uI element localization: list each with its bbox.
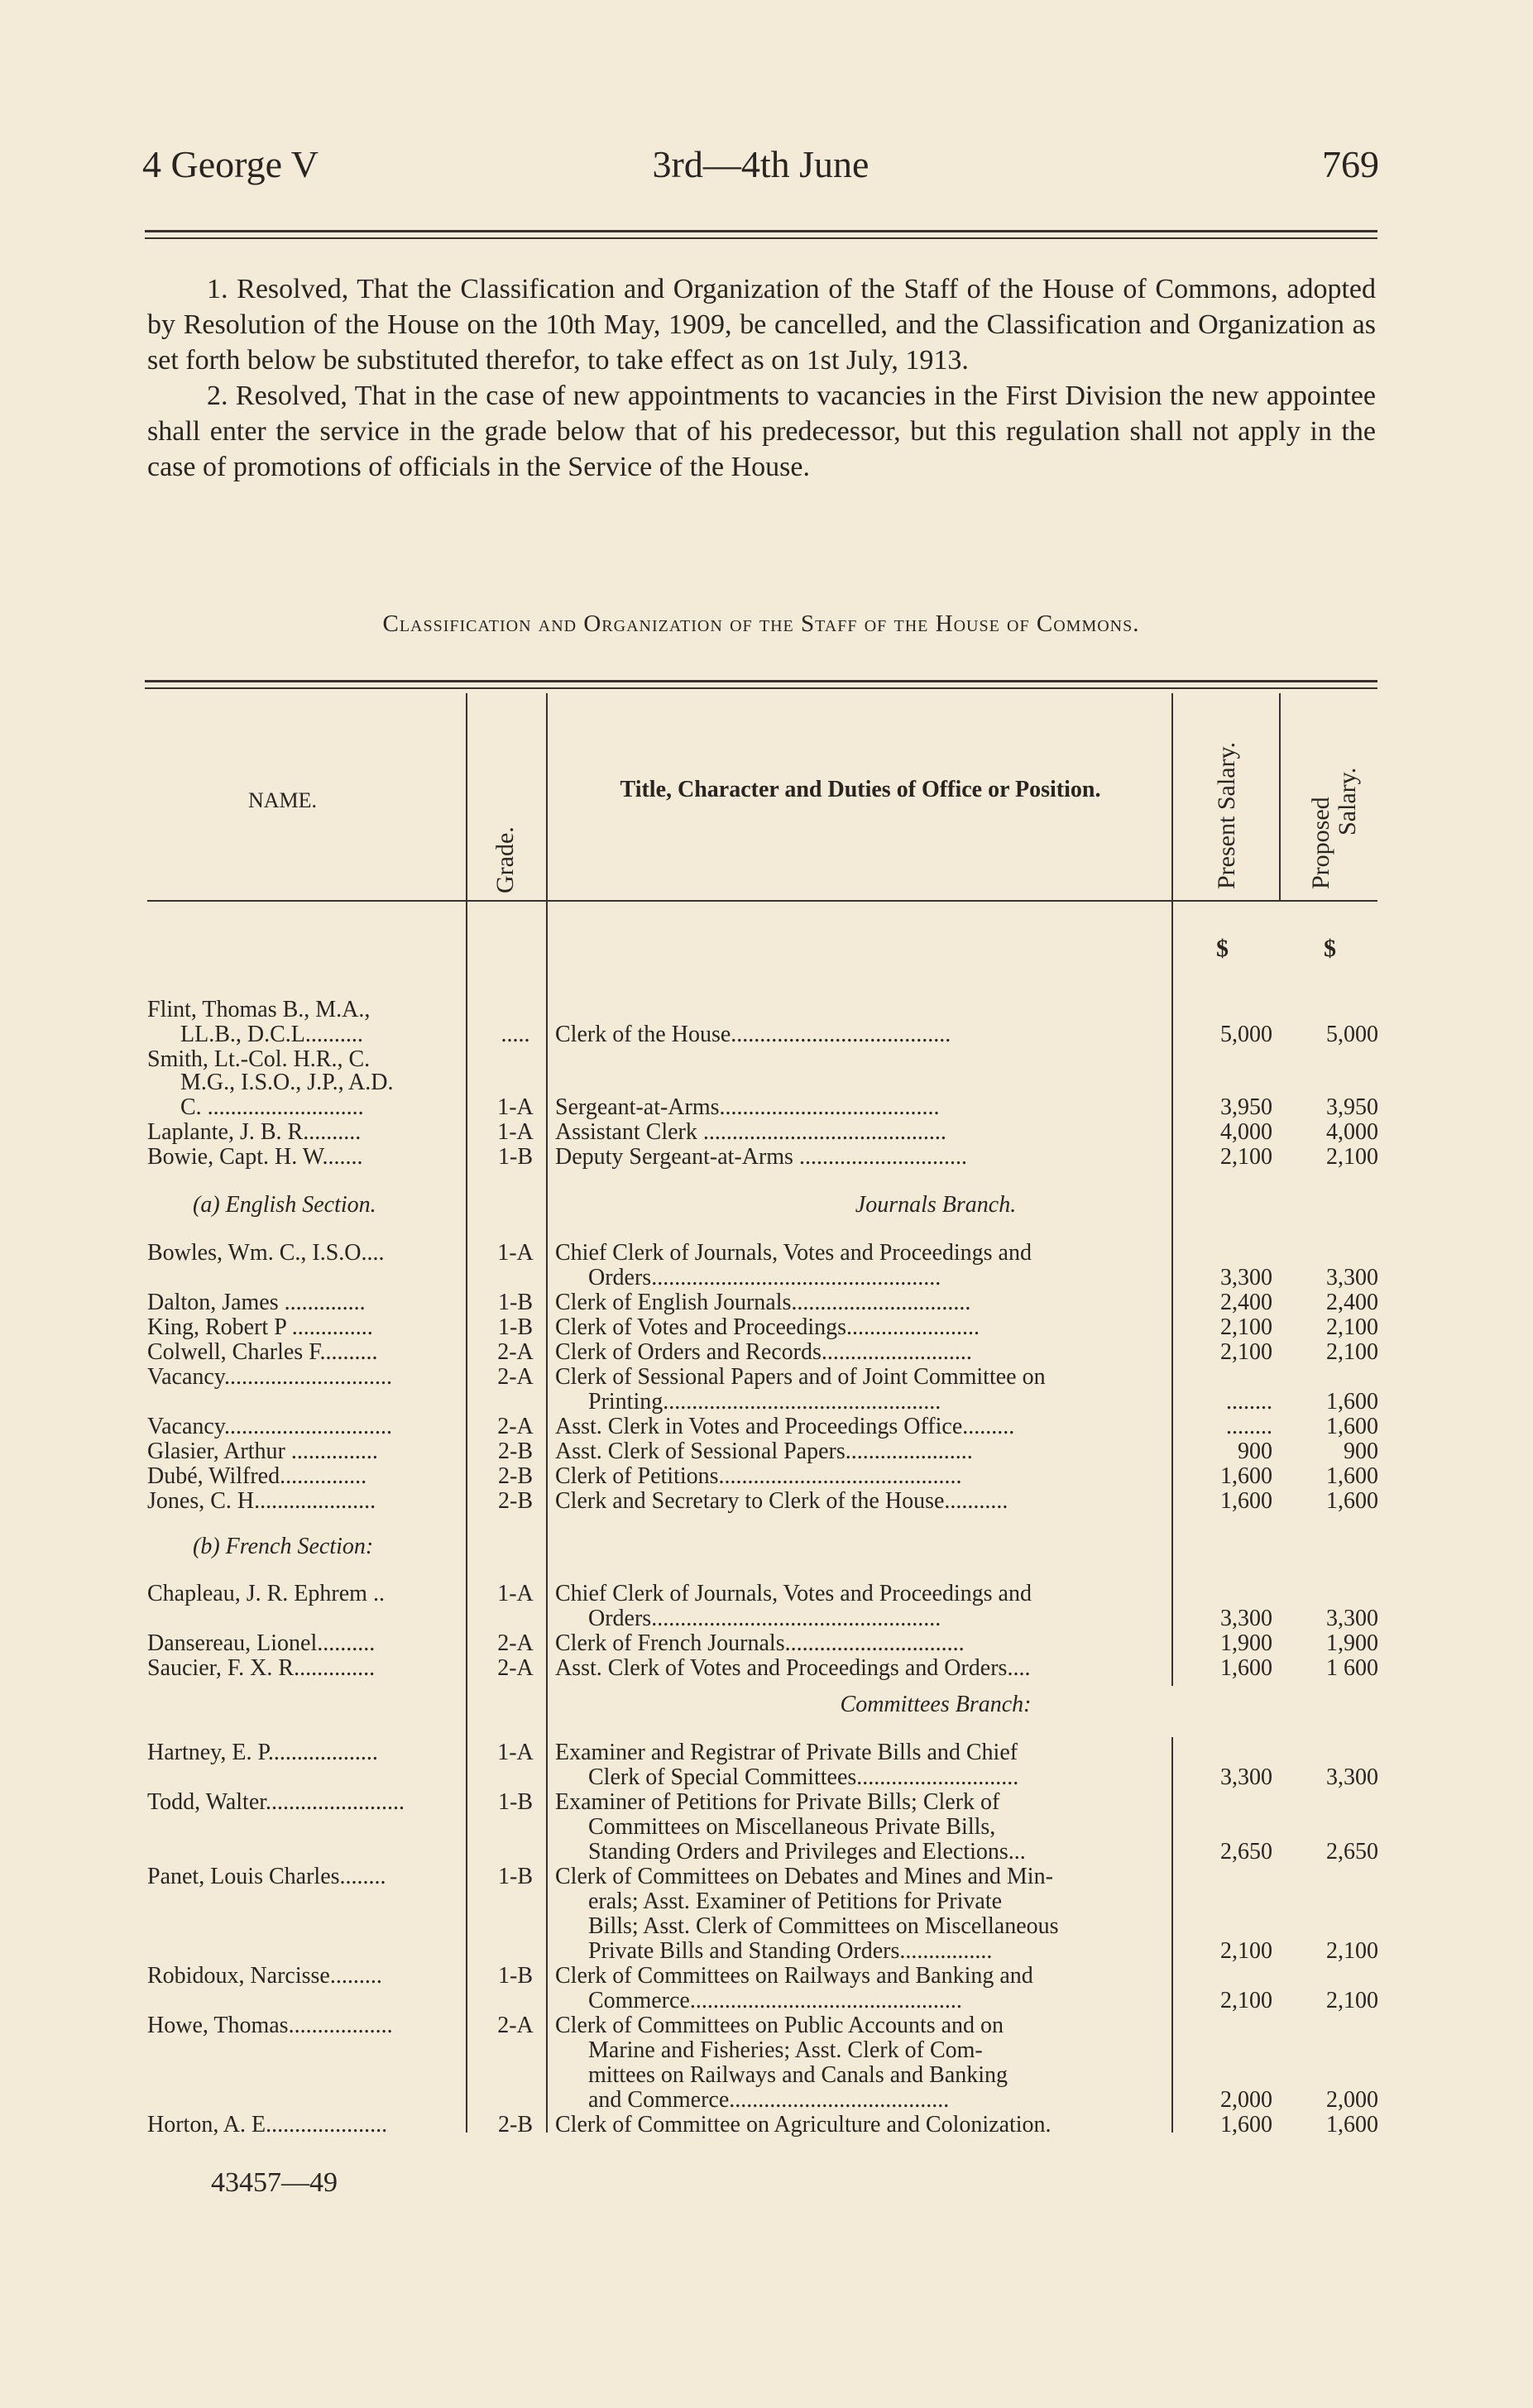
page-number: 769 (1322, 143, 1379, 185)
table-row (147, 1914, 1380, 1939)
title-cell: Clerk of Votes and Proceedings....................... (555, 1315, 980, 1340)
col-head-present-salary: Present Salary. (1213, 741, 1240, 889)
proposed-salary-cell: 2,100 (1326, 1339, 1378, 1365)
grade-cell: 2-A (497, 1630, 534, 1656)
branch-label: Committees Branch: (840, 1692, 1032, 1717)
title-cell: Clerk of Petitions.......................................... (555, 1464, 962, 1489)
staff-name: Saucier, F. X. R.............. (147, 1656, 376, 1681)
table-row (147, 1939, 1380, 1964)
staff-name: King, Robert P .............. (147, 1315, 373, 1340)
staff-name: Dubé, Wilfred............... (147, 1464, 367, 1489)
table-row (147, 1315, 1380, 1340)
title-cell: Examiner and Registrar of Private Bills and Chief (555, 1740, 1018, 1765)
proposed-salary-cell: 1 600 (1326, 1655, 1378, 1681)
proposed-salary-cell: 3,300 (1326, 1606, 1378, 1631)
present-salary-cell: 2,100 (1220, 1339, 1272, 1365)
table-row (147, 2063, 1380, 2088)
section-label: (a) English Section. (193, 1193, 376, 1218)
title-cell: Clerk of French Journals............................... (555, 1631, 965, 1656)
title-cell: Examiner of Petitions for Private Bills; Clerk of (555, 1790, 1000, 1815)
header-bottom-rule (147, 900, 1377, 902)
table-row (147, 1340, 1380, 1365)
title-cell: Clerk of English Journals............................... (555, 1290, 971, 1315)
title-cell: Clerk of Committees on Public Accounts and on (555, 2013, 1004, 2038)
proposed-salary-cell: 3,950 (1326, 1094, 1378, 1120)
table-row (147, 1631, 1380, 1656)
present-salary-cell: 1,600 (1220, 1655, 1272, 1681)
grade-cell: 1-A (497, 1240, 534, 1266)
present-salary-cell: ........ (1226, 1389, 1272, 1415)
grade-cell: 1-A (497, 1740, 534, 1765)
table-row (147, 1145, 1380, 1170)
proposed-salary-cell: 1,600 (1326, 1463, 1378, 1489)
table-row (147, 1022, 1380, 1047)
staff-name: Horton, A. E..................... (147, 2113, 388, 2138)
table-row (147, 1095, 1380, 1120)
title-cell: Marine and Fisheries; Asst. Clerk of Com- (588, 2038, 983, 2063)
staff-name: Flint, Thomas B., M.A., (147, 998, 371, 1022)
table-row (147, 2113, 1380, 2138)
staff-name: Hartney, E. P................... (147, 1740, 378, 1765)
table-row (147, 1464, 1380, 1489)
table-row (147, 1964, 1380, 1989)
title-cell: Clerk of the House...................................... (555, 1022, 951, 1047)
title-cell: Clerk and Secretary to Clerk of the House........... (555, 1489, 1008, 1514)
table-row (147, 1790, 1380, 1815)
title-cell: Orders.................................................. (588, 1606, 941, 1631)
present-salary-cell: 3,950 (1220, 1094, 1272, 1120)
proposed-salary-cell: 2,650 (1326, 1839, 1378, 1865)
present-salary-cell: 900 (1238, 1439, 1272, 1464)
grade-cell: 2-A (497, 1655, 534, 1681)
grade-cell: 2-A (497, 2013, 534, 2038)
title-cell: Sergeant-at-Arms...................................... (555, 1095, 940, 1120)
grade-cell: 2-B (498, 1488, 533, 1514)
title-cell: Asst. Clerk in Votes and Proceedings Office......... (555, 1415, 1015, 1439)
table-row (147, 1656, 1380, 1681)
col-head-proposed-salary-1: Proposed (1307, 797, 1334, 889)
title-cell: Bills; Asst. Clerk of Committees on Miscellaneous (588, 1914, 1059, 1939)
present-salary-cell: 1,600 (1220, 2112, 1272, 2138)
present-salary-cell: 3,300 (1220, 1265, 1272, 1290)
present-salary-cell: 4,000 (1220, 1119, 1272, 1145)
table-row (147, 1241, 1380, 1266)
title-cell: Private Bills and Standing Orders................ (588, 1939, 993, 1964)
title-cell: Committees on Miscellaneous Private Bills, (588, 1815, 996, 1840)
grade-cell: 2-B (498, 1439, 533, 1464)
title-cell: Assistant Clerk .......................................... (555, 1120, 946, 1145)
staff-name: Dalton, James .............. (147, 1290, 366, 1315)
present-salary-cell: 2,000 (1220, 2087, 1272, 2113)
staff-name: Panet, Louis Charles........ (147, 1865, 386, 1889)
present-salary-cell: 1,900 (1220, 1630, 1272, 1656)
header-date: 3rd—4th June (652, 143, 869, 185)
grade-cell: 1-B (498, 1789, 533, 1815)
table-row (147, 1070, 1380, 1095)
staff-name: Vacancy............................. (147, 1415, 393, 1439)
col-divider-salary (1279, 693, 1281, 902)
title-cell: Printing................................................ (588, 1390, 941, 1415)
proposed-salary-cell: 1,600 (1326, 1389, 1378, 1415)
present-salary-cell: 3,300 (1220, 1606, 1272, 1631)
proposed-salary-cell: 2,400 (1326, 1290, 1378, 1315)
title-cell: erals; Asst. Examiner of Petitions for Private (588, 1889, 1003, 1914)
proposed-salary-cell: 1,600 (1326, 1488, 1378, 1514)
present-salary-cell: 5,000 (1220, 1022, 1272, 1047)
grade-cell: 1-A (497, 1094, 534, 1120)
title-cell: Commerce............................................... (588, 1989, 962, 2013)
grade-cell: 1-B (498, 1314, 533, 1340)
grade-cell: 1-B (498, 1864, 533, 1889)
table-row (147, 2088, 1380, 2113)
title-cell: Clerk of Committee on Agriculture and Colonization. (555, 2113, 1052, 2138)
present-salary-cell: 2,100 (1220, 1314, 1272, 1340)
printer-code: 43457—49 (211, 2167, 338, 2198)
table-row (147, 1489, 1380, 1514)
title-cell: Orders.................................................. (588, 1266, 941, 1290)
table-row (147, 1765, 1380, 1790)
proposed-salary-cell: 2,100 (1326, 1144, 1378, 1170)
resolution-1: 1. Resolved, That the Classification and Organization of the Staff of the House of Commons, adopted by Resolution of the House on the 10th May, 1909, be cancelled, and the Classification and Organization as set forth below be substituted therefor, to take effect as on 1st July, 1913. (147, 274, 1376, 376)
proposed-salary-cell: 4,000 (1326, 1119, 1378, 1145)
title-cell: Asst. Clerk of Votes and Proceedings and Orders.... (555, 1656, 1031, 1681)
title-cell: mittees on Railways and Canals and Banking (588, 2063, 1008, 2088)
proposed-salary-cell: 1,600 (1326, 1414, 1378, 1439)
title-cell: Clerk of Committees on Railways and Banking and (555, 1964, 1033, 1989)
staff-name: Glasier, Arthur ............... (147, 1439, 378, 1464)
table-row (147, 1047, 1380, 1072)
proposed-salary-cell: 2,000 (1326, 2087, 1378, 2113)
staff-name: Howe, Thomas.................. (147, 2013, 393, 2038)
proposed-salary-cell: 3,300 (1326, 1265, 1378, 1290)
grade-cell: 1-A (497, 1119, 534, 1145)
table-row (147, 1889, 1380, 1914)
table-top-rule (145, 680, 1377, 689)
section-heading-row (147, 1534, 1380, 1559)
title-cell: Deputy Sergeant-at-Arms ............................. (555, 1145, 967, 1170)
present-salary-cell: 2,650 (1220, 1839, 1272, 1865)
staff-name: Bowie, Capt. H. W....... (147, 1145, 363, 1170)
grade-cell: 1-B (498, 1144, 533, 1170)
table-row (147, 1865, 1380, 1889)
title-cell: Clerk of Committees on Debates and Mines and Min- (555, 1865, 1053, 1889)
grade-cell: 1-B (498, 1963, 533, 1989)
present-salary-cell: 2,100 (1220, 1144, 1272, 1170)
title-cell: and Commerce...................................... (588, 2088, 950, 2113)
proposed-salary-cell: 3,300 (1326, 1764, 1378, 1790)
header-regnal-year: 4 George V (142, 143, 319, 185)
staff-name: LL.B., D.C.L.......... (180, 1022, 363, 1047)
present-salary-cell: 1,600 (1220, 1488, 1272, 1514)
table-row (147, 1439, 1380, 1464)
table-row (147, 1815, 1380, 1840)
resolution-2: 2. Resolved, That in the case of new appointments to vacancies in the First Division the new appointee shall enter the service in the grade below that of his predecessor, but this regulation shall not apply in the case of promotions of officials in the Service of the House. (147, 381, 1376, 482)
branch-label: Journals Branch. (855, 1193, 1017, 1218)
proposed-salary-cell: 5,000 (1326, 1022, 1378, 1047)
present-salary-cell: 2,400 (1220, 1290, 1272, 1315)
currency-proposed: $ (1324, 935, 1336, 962)
present-salary-cell: ........ (1226, 1414, 1272, 1439)
title-cell: Chief Clerk of Journals, Votes and Proceedings and (555, 1241, 1032, 1266)
proposed-salary-cell: 1,600 (1326, 2112, 1378, 2138)
grade-cell: 2-A (497, 1339, 534, 1365)
title-cell: Standing Orders and Privileges and Elections... (588, 1840, 1026, 1865)
table-row (147, 1390, 1380, 1415)
present-salary-cell: 1,600 (1220, 1463, 1272, 1489)
running-header (142, 142, 1379, 200)
table-row (147, 1266, 1380, 1290)
staff-name: Laplante, J. B. R.......... (147, 1120, 362, 1145)
grade-cell: 2-A (497, 1364, 534, 1390)
staff-name: Vacancy............................. (147, 1365, 393, 1390)
table-row (147, 1606, 1380, 1631)
present-salary-cell: 2,100 (1220, 1988, 1272, 2013)
staff-name: M.G., I.S.O., J.P., A.D. (180, 1070, 394, 1095)
grade-cell: 2-B (498, 2112, 533, 2138)
proposed-salary-cell: 2,100 (1326, 1314, 1378, 1340)
staff-name: Robidoux, Narcisse......... (147, 1964, 382, 1989)
proposed-salary-cell: 2,100 (1326, 1938, 1378, 1964)
table-row (147, 1290, 1380, 1315)
grade-cell: 1-B (498, 1290, 533, 1315)
table-row (147, 1740, 1380, 1765)
grade-cell: 2-A (497, 1414, 534, 1439)
table-row (147, 1415, 1380, 1439)
staff-name: Colwell, Charles F.......... (147, 1340, 378, 1365)
grade-cell: ..... (501, 1022, 530, 1047)
staff-name: C. ........................... (180, 1095, 364, 1120)
table-row (147, 1120, 1380, 1145)
staff-name: Chapleau, J. R. Ephrem .. (147, 1582, 385, 1606)
col-head-grade: Grade. (491, 826, 519, 893)
proposed-salary-cell: 1,900 (1326, 1630, 1378, 1656)
title-cell: Asst. Clerk of Sessional Papers...................... (555, 1439, 973, 1464)
title-cell: Chief Clerk of Journals, Votes and Proceedings and (555, 1582, 1032, 1606)
title-cell: Clerk of Special Committees............................ (588, 1765, 1019, 1790)
table-title: Classification and Organization of the Staff of the House of Commons. (382, 610, 1140, 637)
table-row (147, 1365, 1380, 1390)
table-row (147, 1989, 1380, 2013)
staff-name: Smith, Lt.-Col. H.R., C. (147, 1047, 371, 1072)
resolutions (147, 271, 1376, 485)
section-label: (b) French Section: (193, 1534, 374, 1559)
proposed-salary-cell: 2,100 (1326, 1988, 1378, 2013)
table-row (147, 998, 1380, 1022)
staff-name: Bowles, Wm. C., I.S.O.... (147, 1241, 385, 1266)
section-heading-row (147, 1692, 1380, 1717)
title-cell: Clerk of Sessional Papers and of Joint Committee on (555, 1365, 1046, 1390)
grade-cell: 2-B (498, 1463, 533, 1489)
proposed-salary-cell: 900 (1344, 1439, 1378, 1464)
staff-name: Todd, Walter........................ (147, 1790, 405, 1815)
table-row (147, 2038, 1380, 2063)
header-rule (145, 230, 1377, 239)
section-heading-row (147, 1193, 1380, 1218)
title-cell: Clerk of Orders and Records.......................... (555, 1340, 972, 1365)
staff-name: Dansereau, Lionel.......... (147, 1631, 376, 1656)
table-row (147, 1840, 1380, 1865)
currency-present: $ (1216, 935, 1229, 962)
table-row (147, 2013, 1380, 2038)
table-row (147, 1582, 1380, 1606)
col-head-name: NAME. (248, 788, 318, 812)
col-head-proposed-salary-2: Salary. (1334, 767, 1361, 835)
present-salary-cell: 3,300 (1220, 1764, 1272, 1790)
present-salary-cell: 2,100 (1220, 1938, 1272, 1964)
grade-cell: 1-A (497, 1581, 534, 1606)
staff-name: Jones, C. H..................... (147, 1489, 376, 1514)
col-head-title: Title, Character and Duties of Office or Position. (620, 777, 1101, 802)
